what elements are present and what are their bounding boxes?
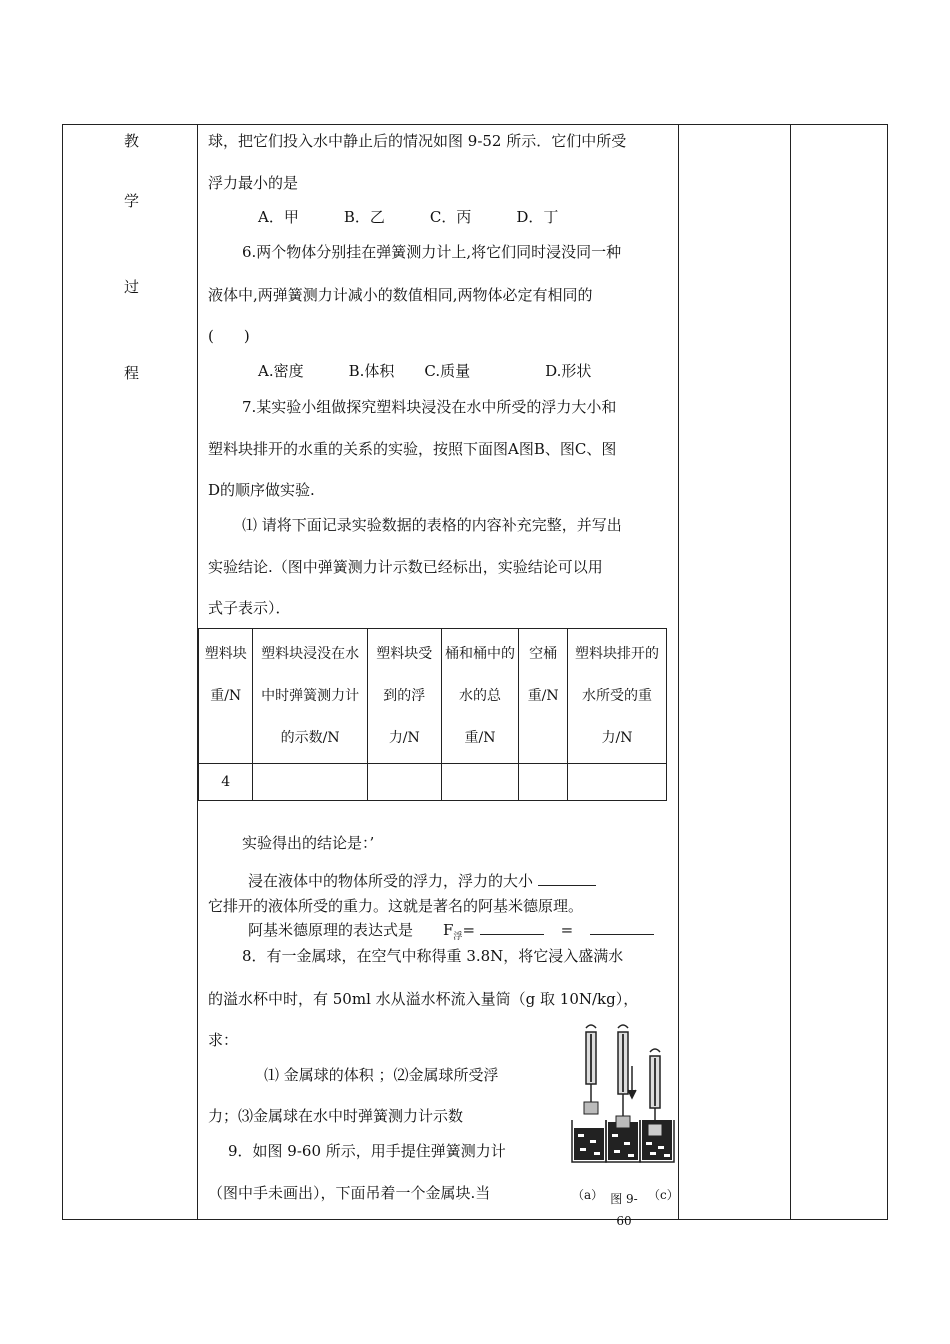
text-line: 球，把它们投入水中静止后的情况如图 9-52 所示．它们中所受 [208,132,627,150]
text-line: 的溢水杯中时，有 50ml 水从溢水杯流入量筒（g 取 10N/kg）， [208,990,639,1008]
table-cell: 4 [199,764,253,801]
text-line: 6.两个物体分别挂在弹簧测力计上,将它们同时浸没同一种 [242,243,622,261]
table-header-row [199,629,667,764]
table-header-cell: 塑料块重/N [199,629,253,764]
text-line: 塑料块排开的水重的关系的实验，按照下面图A图B、图C、图 [208,440,617,458]
figure-caption: 图 9-60 [610,1192,638,1228]
fill-blank[interactable] [538,871,596,886]
text-line: （图中手未画出），下面吊着一个金属块.当 [208,1184,491,1202]
table-header-cell: 塑料块浸没在水中时弹簧测力计的示数/N [253,629,368,764]
figure-caption-a: （a） [572,1188,604,1202]
question-options: A.密度 B.体积 C.质量 D.形状 [258,362,592,380]
fill-blank[interactable] [480,920,544,935]
text-fragment: 浸在液体中的物体所受的浮力，浮力的大小 [248,872,534,890]
text-line: 式子表示）． [208,599,291,617]
table-cell[interactable] [367,764,441,801]
equals-sign: = [560,921,574,939]
fill-blank[interactable] [590,920,654,935]
side-label-char: 过 [124,278,140,296]
table-cell[interactable] [519,764,568,801]
text-line: 力；⑶金属球在水中时弹簧测力计示数 [208,1107,464,1125]
text-line: ⑴ 金属球的体积 ；⑵金属球所受浮 [264,1066,499,1084]
table-cell[interactable] [567,764,666,801]
side-label-char: 教 [124,132,140,150]
experiment-data-table [198,628,667,801]
formula-line [248,919,654,942]
figure-caption-c: （c） [648,1188,679,1202]
text-fragment: 阿基米德原理的表达式是 F [248,921,454,939]
table-cell[interactable] [441,764,519,801]
conclusion-line [248,870,596,891]
text-line: ⑴ 请将下面记录实验数据的表格的内容补充完整，并写出 [242,516,622,534]
column-divider [790,124,791,1220]
text-line: D的顺序做实验. [208,481,315,499]
table-header-cell: 空桶重/N [519,629,568,764]
text-line: 实验结论.（图中弹簧测力计示数已经标出，实验结论可以用 [208,558,603,576]
side-label-char: 程 [124,364,140,382]
text-line: 8．有一金属球，在空气中称得重 3.8N，将它浸入盛满水 [242,947,624,965]
spring-scale-diagram [566,1020,678,1180]
table-header-cell: 塑料块排开的水所受的重力/N [567,629,666,764]
question-options: A．甲 B．乙 C．丙 D．丁 [258,208,559,226]
answer-bracket: ( ) [208,327,250,345]
text-line: 7.某实验小组做探究塑料块浸没在水中所受的浮力大小和 [242,398,617,416]
table-header-cell: 桶和桶中的水的总重/N [441,629,519,764]
equals-sign: = [462,921,476,939]
text-line: 它排开的液体所受的重力。这就是著名的阿基米德原理。 [208,897,584,915]
side-label-char: 学 [124,192,140,210]
text-line: 浮力最小的是 [208,174,299,192]
figure-9-60 [566,1020,678,1252]
text-line: 实验得出的结论是：’ [242,834,375,852]
table-header-cell: 塑料块受到的浮力/N [367,629,441,764]
table-cell[interactable] [253,764,368,801]
text-line: 液体中,两弹簧测力计减小的数值相同,两物体必定有相同的 [208,286,593,304]
column-divider [678,124,679,1220]
subscript: 浮 [453,932,463,942]
text-line: 求： [208,1031,239,1049]
table-row [199,764,667,801]
text-line: 9．如图 9-60 所示，用手提住弹簧测力计 [228,1142,506,1160]
